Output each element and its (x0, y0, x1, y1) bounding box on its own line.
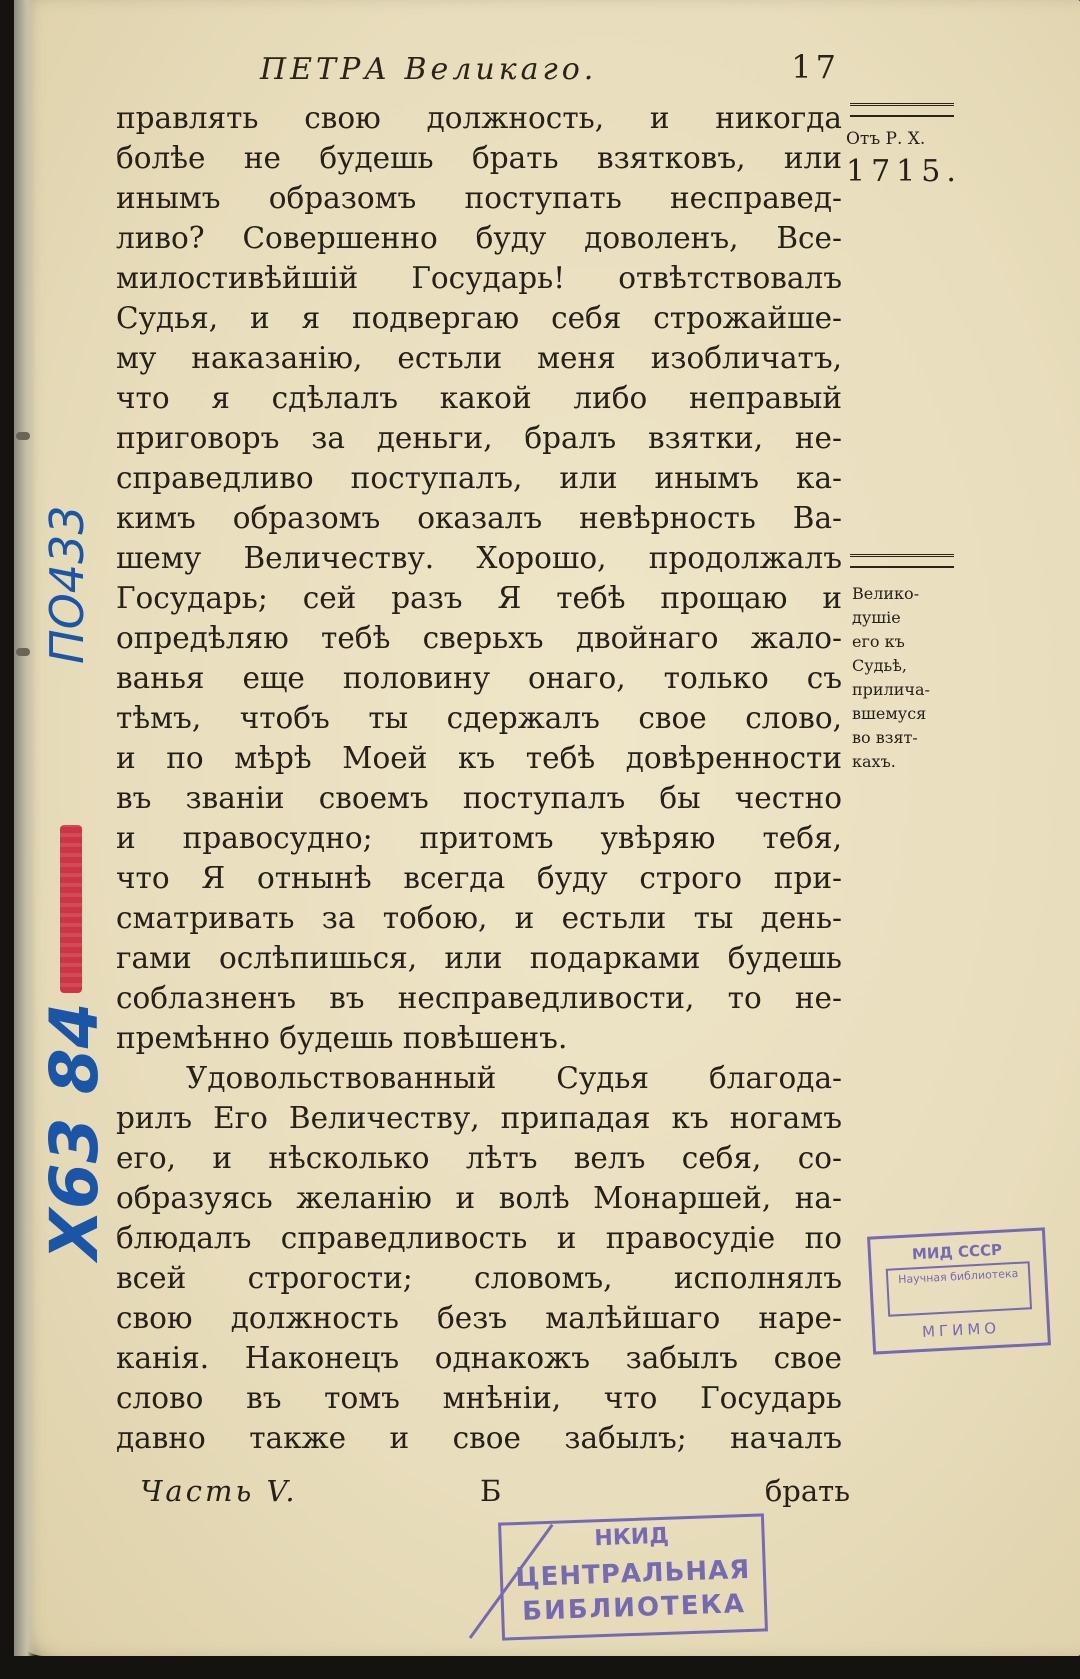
library-stamp-mgimo (867, 1227, 1051, 1354)
text-line: Судья, и я подвергаю себя строжайше- (116, 301, 842, 335)
stamp-line: МИД СССР (911, 1240, 1003, 1264)
text-line: и по мѣрѣ Моей къ тебѣ довѣренности (116, 741, 842, 775)
binding-ring (16, 648, 30, 656)
text-line: образуясь желанію и волѣ Монаршей, на- (116, 1181, 842, 1215)
text-line: что Я отнынѣ всегда буду строго при- (116, 861, 842, 895)
text-line: въ званіи своемъ поступалъ бы честно (116, 781, 842, 815)
margin-note-line: прилича- (852, 680, 930, 699)
text-line: что я сдѣлалъ какой либо неправый (116, 381, 842, 415)
margin-note-line: Велико- (852, 584, 920, 603)
page-number: 17 (791, 48, 840, 86)
catchword: брать (764, 1474, 850, 1508)
page-footer (140, 1474, 850, 1514)
margin-note-line: душіе (852, 608, 901, 627)
margin-rule (850, 103, 954, 117)
binding-ring (16, 432, 30, 440)
handwritten-shelfmark-bottom: Х63 84 (36, 1002, 113, 1260)
margin-note-line: его къ (852, 632, 905, 651)
margin-date (846, 128, 966, 194)
text-line: свою должность безъ малѣйшаго наре- (116, 1301, 842, 1335)
text-line: Государь; сей разъ Я тебѣ прощаю и (116, 581, 842, 615)
text-line: ванья еще половину онаго, только съ (116, 661, 842, 695)
text-line: слово въ томъ мнѣніи, что Государь (116, 1381, 842, 1415)
page-gutter (14, 0, 36, 1656)
text-line: гами ослѣпишься, или подарками будешь (116, 941, 842, 975)
text-line: болѣе не будешь брать взятковъ, или (116, 141, 842, 175)
text-line: инымъ образомъ поступать несправед- (116, 181, 842, 215)
text-line: шему Величеству. Хорошо, продолжалъ (116, 541, 842, 575)
text-line: его, и нѣсколько лѣтъ велъ себя, со- (116, 1141, 842, 1175)
handwritten-shelfmark-top: ПО433 (40, 505, 94, 664)
text-line: милостивѣйшій Государь! отвѣтствовалъ (116, 261, 842, 295)
text-line: блюдалъ справедливость и правосудіе по (116, 1221, 842, 1255)
text-line: канія. Наконецъ однакожъ забылъ свое (116, 1341, 842, 1375)
margin-note-line: во взят- (852, 728, 918, 747)
margin-date-year: 1715. (846, 154, 962, 189)
stamp-line: ЦЕНТРАЛЬНАЯ (515, 1554, 751, 1594)
margin-note (852, 582, 962, 774)
text-line: кимъ образомъ оказалъ невѣрность Ва- (116, 501, 842, 535)
margin-note-line: вшемуся (852, 704, 927, 723)
margin-note-line: Судьѣ, (852, 656, 907, 675)
stamp-inner-box (886, 1261, 1032, 1316)
text-line: и правосудно; притомъ увѣряю тебя, (116, 821, 842, 855)
text-line: давно также и свое забылъ; началъ (116, 1421, 842, 1455)
text-line: справедливо поступалъ, или инымъ ка- (116, 461, 842, 495)
text-line: му наказанію, естьли меня изобличатъ, (116, 341, 842, 375)
quire-mark: Б (480, 1474, 502, 1508)
stamp-line: Научная библиотека (897, 1266, 1019, 1287)
stamp-line: МГИМО (921, 1318, 1001, 1341)
margin-rule (850, 554, 954, 568)
signature-mark: Часть V. (140, 1474, 298, 1508)
text-line: соблазненъ въ несправедливости, то не- (116, 981, 842, 1015)
text-line: правлять свою должность, и никогда (116, 101, 842, 135)
text-line: опредѣляю тебѣ сверьхъ двойнаго жало- (116, 621, 842, 655)
text-line: всей строгости; словомъ, исполнялъ (116, 1261, 842, 1295)
page-header (250, 48, 840, 94)
margin-note-line: кахъ. (852, 752, 896, 771)
body-text (116, 98, 842, 1458)
text-line: ливо? Совершенно буду доволенъ, Все- (116, 221, 842, 255)
stamp-line: НКИД (594, 1523, 670, 1552)
text-line: рилъ Его Величеству, припадая къ ногамъ (116, 1101, 842, 1135)
text-line: Удовольствованный Судья благода- (186, 1061, 842, 1095)
stamp-line: БИБЛИОТЕКА (521, 1589, 747, 1627)
text-line: приговоръ за деньги, бралъ взятки, не- (116, 421, 842, 455)
text-line: сматривать за тобою, и естьли ты день- (116, 901, 842, 935)
text-line: премѣнно будешь повѣшенъ. (116, 1021, 568, 1055)
red-crossed-out-mark (60, 825, 82, 993)
library-stamp-nkid (498, 1513, 768, 1640)
text-line: тѣмъ, чтобъ ты сдержалъ свое слово, (116, 701, 842, 735)
margin-date-label: Отъ Р. Х. (846, 129, 926, 149)
running-head: ПЕТРА Великаго. (260, 52, 598, 87)
